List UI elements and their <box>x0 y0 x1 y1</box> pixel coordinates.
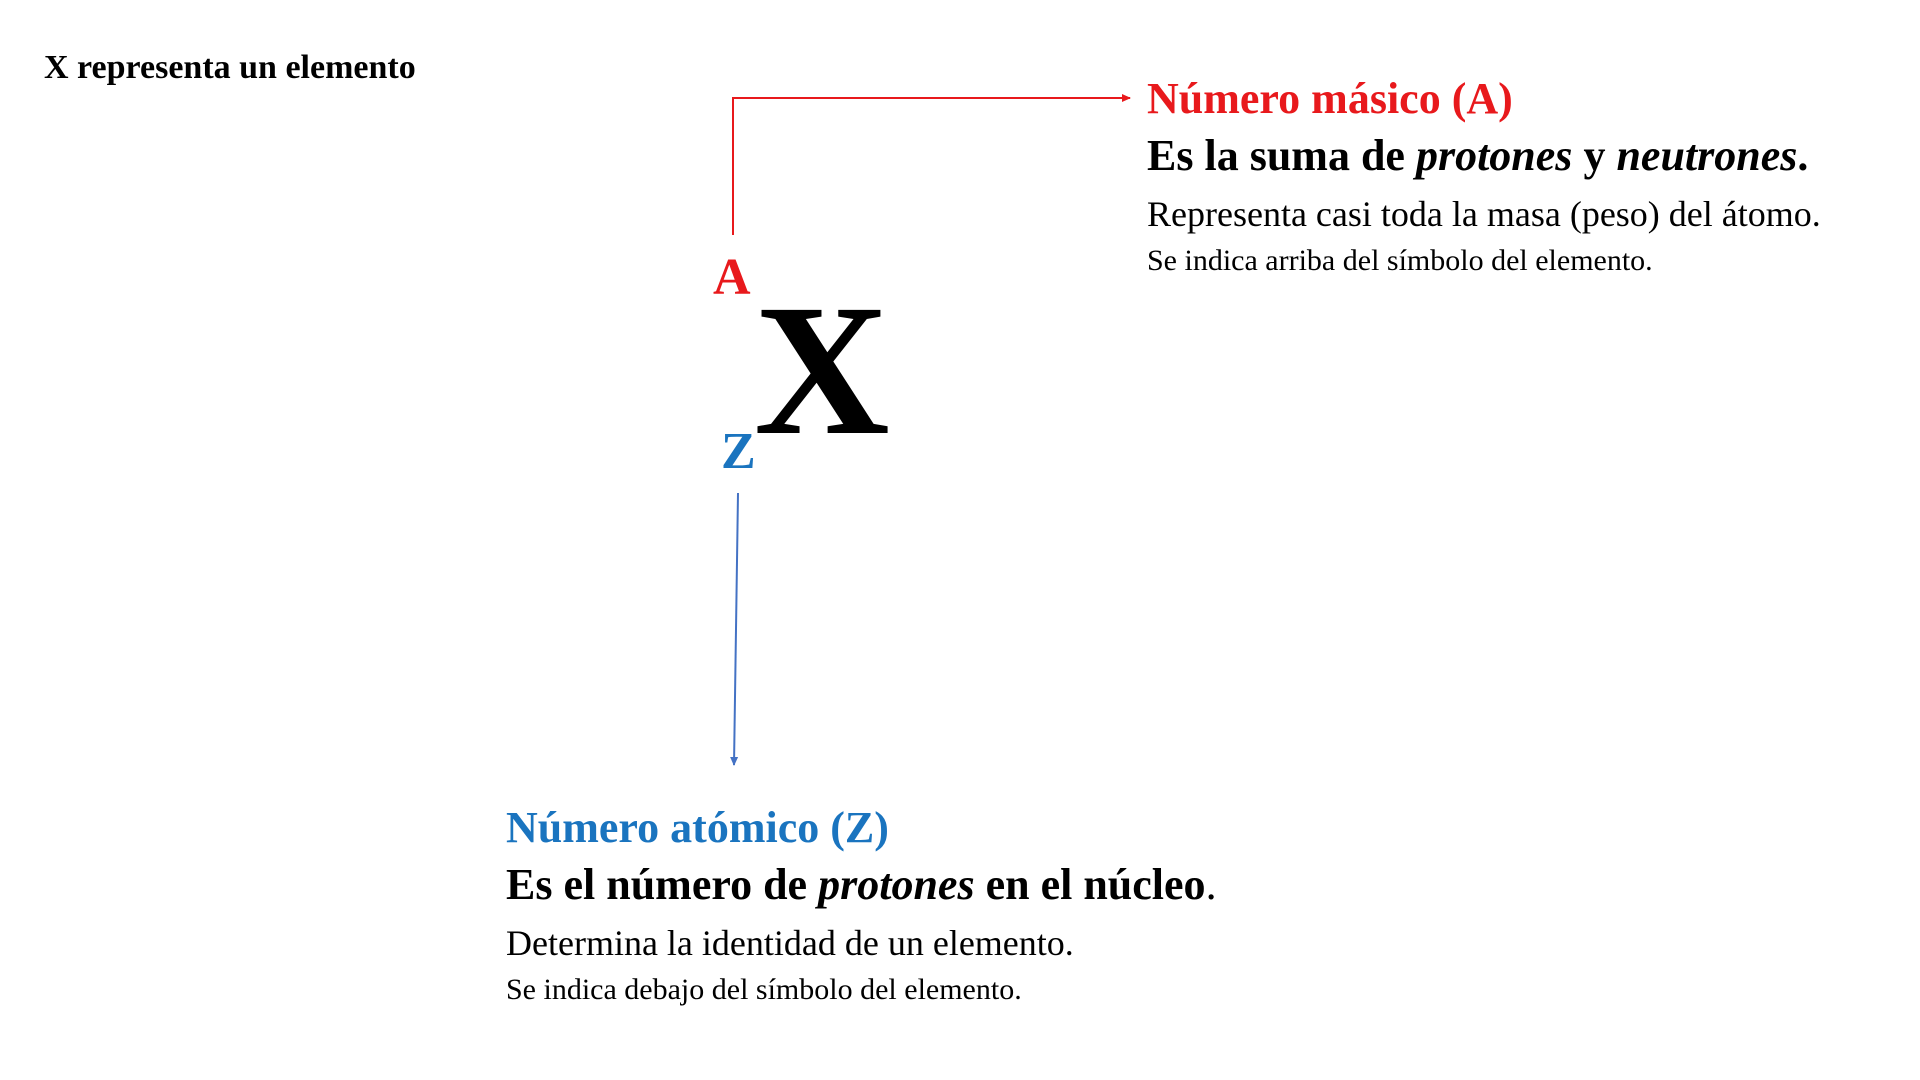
atomic-def-end: . <box>1205 859 1217 909</box>
mass-number-symbol: A <box>713 249 751 306</box>
mass-number-title: Número másico (A) <box>1147 74 1513 123</box>
mass-def-part2: y <box>1572 130 1617 180</box>
mass-def-part1: Es la suma de <box>1147 130 1416 180</box>
mass-def-neutrons: neutrones <box>1616 130 1798 180</box>
atomic-number-detail: Determina la identidad de un elemento. <box>506 922 1074 963</box>
mass-number-block <box>1147 73 1821 280</box>
mass-def-protons: protones <box>1415 130 1573 180</box>
mass-number-note: Se indica arriba del símbolo del elemento. <box>1147 244 1653 278</box>
intro-heading: X representa un elemento <box>44 49 416 86</box>
atomic-number-definition <box>506 859 1217 912</box>
atomic-def-protons: protones <box>818 859 975 909</box>
atomic-def-part1: Es el número de <box>506 859 819 909</box>
atomic-number-block <box>506 802 1217 1009</box>
atomic-number-arrow <box>734 493 738 765</box>
mass-def-end: . <box>1797 130 1809 180</box>
mass-number-definition <box>1147 130 1821 183</box>
mass-number-detail: Representa casi toda la masa (peso) del átomo. <box>1147 193 1821 234</box>
atomic-def-part2: en el núcleo <box>974 859 1206 909</box>
atomic-number-title: Número atómico (Z) <box>506 803 889 852</box>
element-symbol: X <box>754 265 890 474</box>
atomic-number-note: Se indica debajo del símbolo del elemento. <box>506 973 1022 1007</box>
mass-number-arrow <box>733 98 1130 235</box>
atomic-number-symbol: Z <box>721 423 756 480</box>
